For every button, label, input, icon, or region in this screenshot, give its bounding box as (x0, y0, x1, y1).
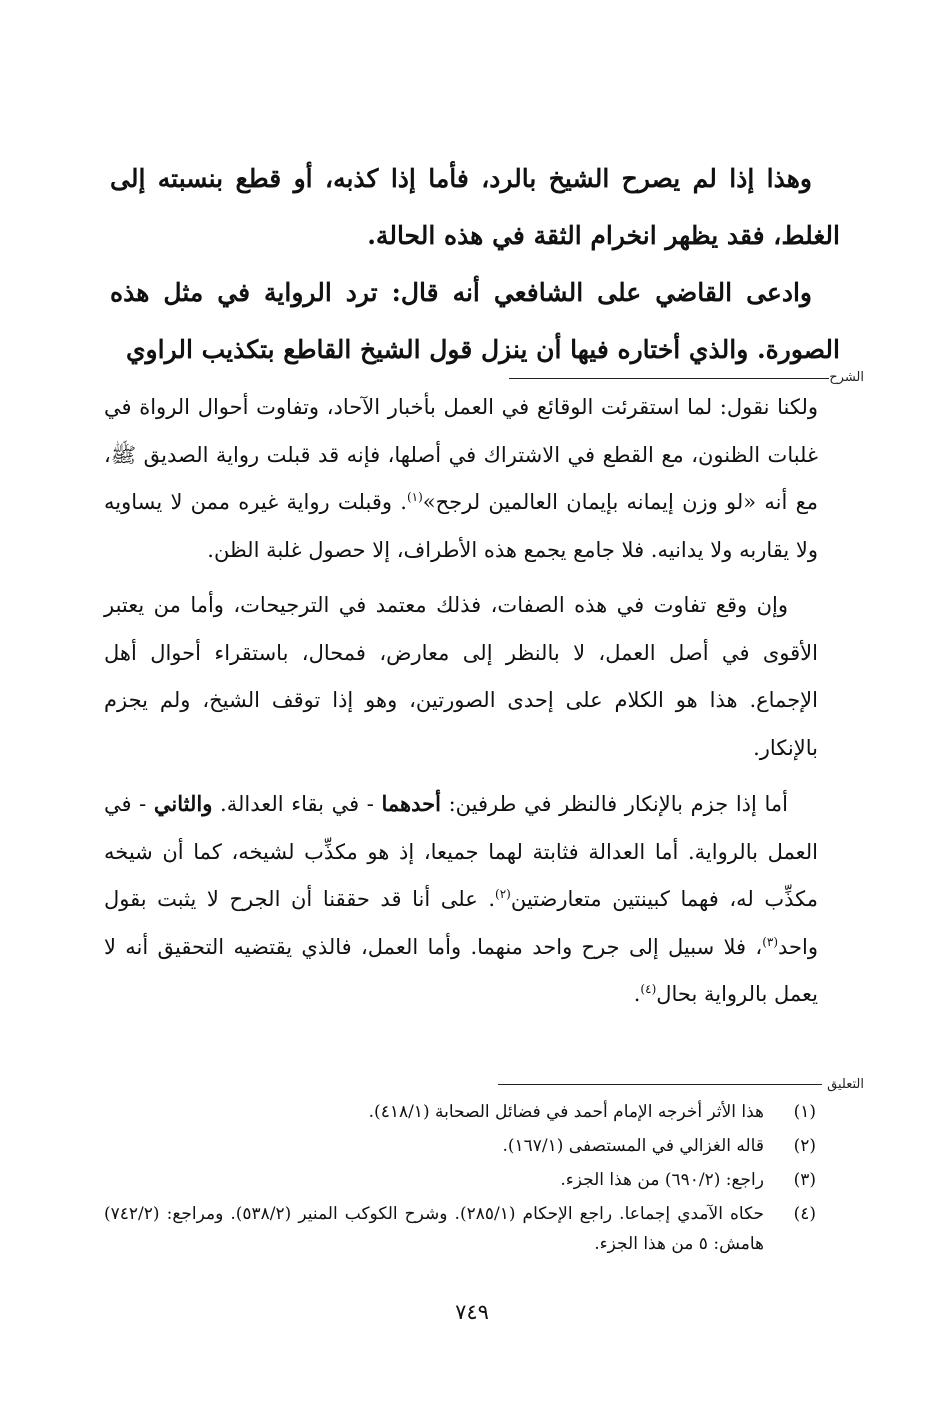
footnote-item: (٤) حكاه الآمدي إجماعا. راجع الإحكام (٢٨٥/١). وشرح الكوكب المنير (٥٣٨/٢). ومراجع: (٧٤٢/٢) هامش: ٥ من هذا الجزء. (104, 1204, 816, 1254)
sharh-divider (509, 378, 829, 379)
footnote-ref: (٤) (640, 982, 657, 996)
notes-divider (498, 1084, 822, 1085)
notes-label: التعليق (827, 1077, 864, 1092)
matn-text (110, 150, 840, 378)
footnote-ref: (٣) (762, 934, 779, 949)
footnote-item: (٢) قاله الغزالي في المستصفى (١٦٧/١). (502, 1136, 816, 1156)
sharh-label: الشرح (829, 370, 864, 385)
matn-paragraph: وهذا إذا لم يصرح الشيخ بالرد، فأما إذا كذبه، أو قطع بنسبته إلى الغلط، فقد يظهر انخرام الثقة في هذه الحالة. (110, 164, 840, 250)
sharh-text (104, 384, 818, 1027)
footnotes (104, 1097, 816, 1263)
footnote-item: (١) هذا الأثر أخرجه الإمام أحمد في فضائل الصحابة (٤١٨/١). (368, 1102, 816, 1122)
footnote-ref: (١) (406, 490, 423, 504)
page-number: ٧٤٩ (455, 1300, 489, 1324)
matn-paragraph: وادعى القاضي على الشافعي أنه قال: ترد الرواية في مثل هذه الصورة. والذي أختاره فيها أن ينزل قول الشيخ القاطع بتكذيب الراوي (110, 278, 840, 364)
footnote-item: (٣) راجع: (٦٩٠/٢) من هذا الجزء. (560, 1170, 816, 1190)
sharh-paragraph: وإن وقع تفاوت في هذه الصفات، فذلك معتمد في الترجيحات، وأما من يعتبر الأقوى في أصل العمل، لا بالنظر إلى معارض، فمحال، باستقراء أحوال أهل الإجماع. هذا هو الكلام على إحدى الصورتين، وهو إذا توقف الشيخ، ولم يجزم بالإنكار. (104, 593, 818, 760)
sharh-paragraph: أما إذا جزم بالإنكار فالنظر في طرفين: أحدهما - في بقاء العدالة. والثاني - في العمل بالرواية. أما العدالة فثابتة لهما جميعا، إذ هو مكذِّب لشيخه، كما أن شيخه مكذِّب له، فهما كبينتين متعارضتين$^{(٢)}$. على أنا قد حققنا أن الجرح لا يثبت بقول واحد$^{(٣)}$، فلا سبيل إلى جرح واحد منهما. وأما العمل، فالذي يقتضيه التحقيق أنه لا يعمل بالرواية بحال$^{(٤)}$. (104, 791, 818, 1006)
footnote-ref: (٢) (495, 887, 511, 901)
sharh-paragraph: ولكنا نقول: لما استقرئت الوقائع في العمل بأخبار الآحاد، وتفاوت أحوال الرواة في غلبات الظنون، مع القطع في الاشتراك في أصلها، فإنه قد قبلت رواية الصديق ﷺ، مع أنه «لو وزن إيمانه بإيمان العالمين لرجح»$^{(١)}$. وقبلت رواية غيره ممن لا يساويه ولا يقاربه ولا يدانيه. فلا جامع يجمع هذه الأطراف، إلا حصول غلبة الظن. (104, 395, 818, 562)
